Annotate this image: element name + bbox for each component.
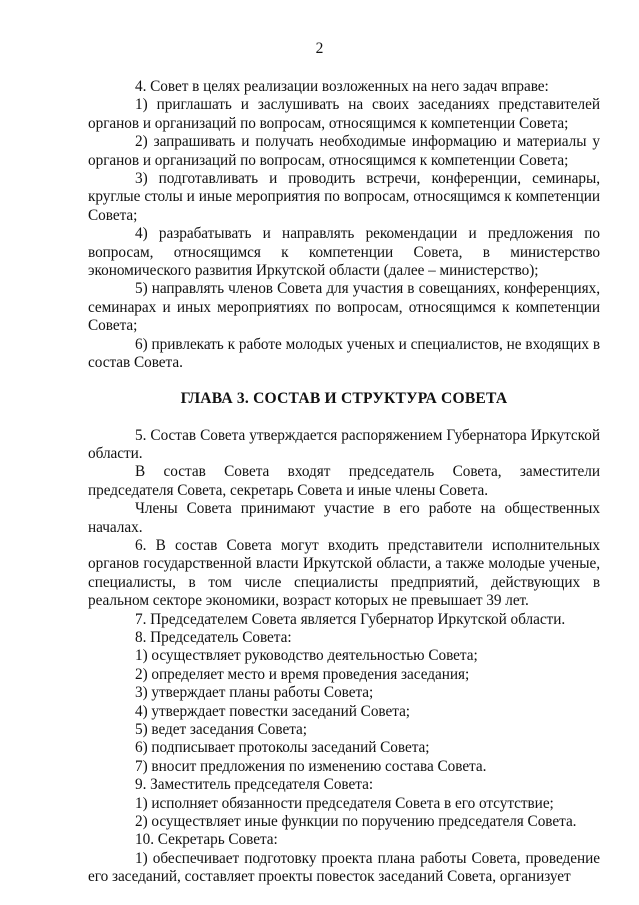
paragraph: 2) запрашивать и получать необходимые информацию и материалы у органов и организаций по вопросам, относящимся к компетенции Совета;: [88, 133, 600, 169]
paragraph: 5. Состав Совета утверждается распоряжением Губернатора Иркутской области.: [88, 426, 600, 462]
chapter-heading: ГЛАВА 3. СОСТАВ И СТРУКТУРА СОВЕТА: [180, 389, 508, 407]
paragraph: 6. В состав Совета могут входить представители исполнительных органов государственной власти Иркутской области, а также молодые ученые, специалисты, в том числе специалисты предприятий, действующих в реальном секторе экономики, возраст которых не превышает 39 лет.: [88, 536, 600, 610]
paragraph: 7. Председателем Совета является Губернатор Иркутской области.: [135, 610, 566, 628]
paragraph: 4) утверждает повестки заседаний Совета;: [135, 702, 411, 720]
paragraph: 2) определяет место и время проведения заседания;: [135, 665, 470, 683]
paragraph: 3) утверждает планы работы Совета;: [135, 684, 374, 702]
paragraph: 1) осуществляет руководство деятельностью Совета;: [135, 647, 478, 665]
paragraph: В состав Совета входят председатель Совета, заместители председателя Совета, секретарь Совета и иные члены Совета.: [88, 463, 600, 499]
paragraph: 1) приглашать и заслушивать на своих заседаниях представителей органов и организаций по вопросам, относящимся к компетенции Совета;: [88, 96, 600, 132]
paragraph: 1) обеспечивает подготовку проекта плана работы Совета, проведение его заседаний, составляет проекты повесток заседаний Совета, организует: [88, 849, 600, 886]
paragraph: 7) вносит предложения по изменению состава Совета.: [135, 757, 487, 775]
paragraph: 6) подписывает протоколы заседаний Совета;: [135, 739, 430, 757]
paragraph: 1) исполняет обязанности председателя Совета в его отсутствие;: [135, 794, 554, 812]
paragraph: 6) привлекать к работе молодых ученых и специалистов, не входящих в состав Совета.: [88, 335, 600, 372]
paragraph: 3) подготавливать и проводить встречи, конференции, семинары, круглые столы и иные мероприятия по вопросам, относящимся к компетенции Совета;: [88, 170, 600, 224]
section-powers: [88, 78, 600, 373]
page-number: 2: [315, 40, 324, 57]
paragraph: 5) ведет заседания Совета;: [135, 721, 307, 738]
document-body: [88, 78, 600, 887]
paragraph: 2) осуществляет иные функции по поручению председателя Совета.: [135, 813, 577, 831]
paragraph: 8. Председатель Совета:: [135, 628, 292, 646]
section-composition: [88, 427, 600, 887]
paragraph: 4) разрабатывать и направлять рекомендации и предложения по вопросам, относящимся к компетенции Совета, в министерство экономического развития Иркутской области (далее – министерство);: [88, 225, 600, 280]
paragraph: 4. Совет в целях реализации возложенных на него задач вправе:: [135, 78, 549, 95]
paragraph: 5) направлять членов Совета для участия в совещаниях, конференциях, семинарах и иных мероприятиях по вопросам, относящимся к компетенции Совета;: [88, 280, 600, 335]
paragraph: 9. Заместитель председателя Совета:: [135, 776, 374, 794]
paragraph: 10. Секретарь Совета:: [135, 831, 278, 849]
paragraph: Члены Совета принимают участие в его работе на общественных началах.: [88, 500, 600, 536]
